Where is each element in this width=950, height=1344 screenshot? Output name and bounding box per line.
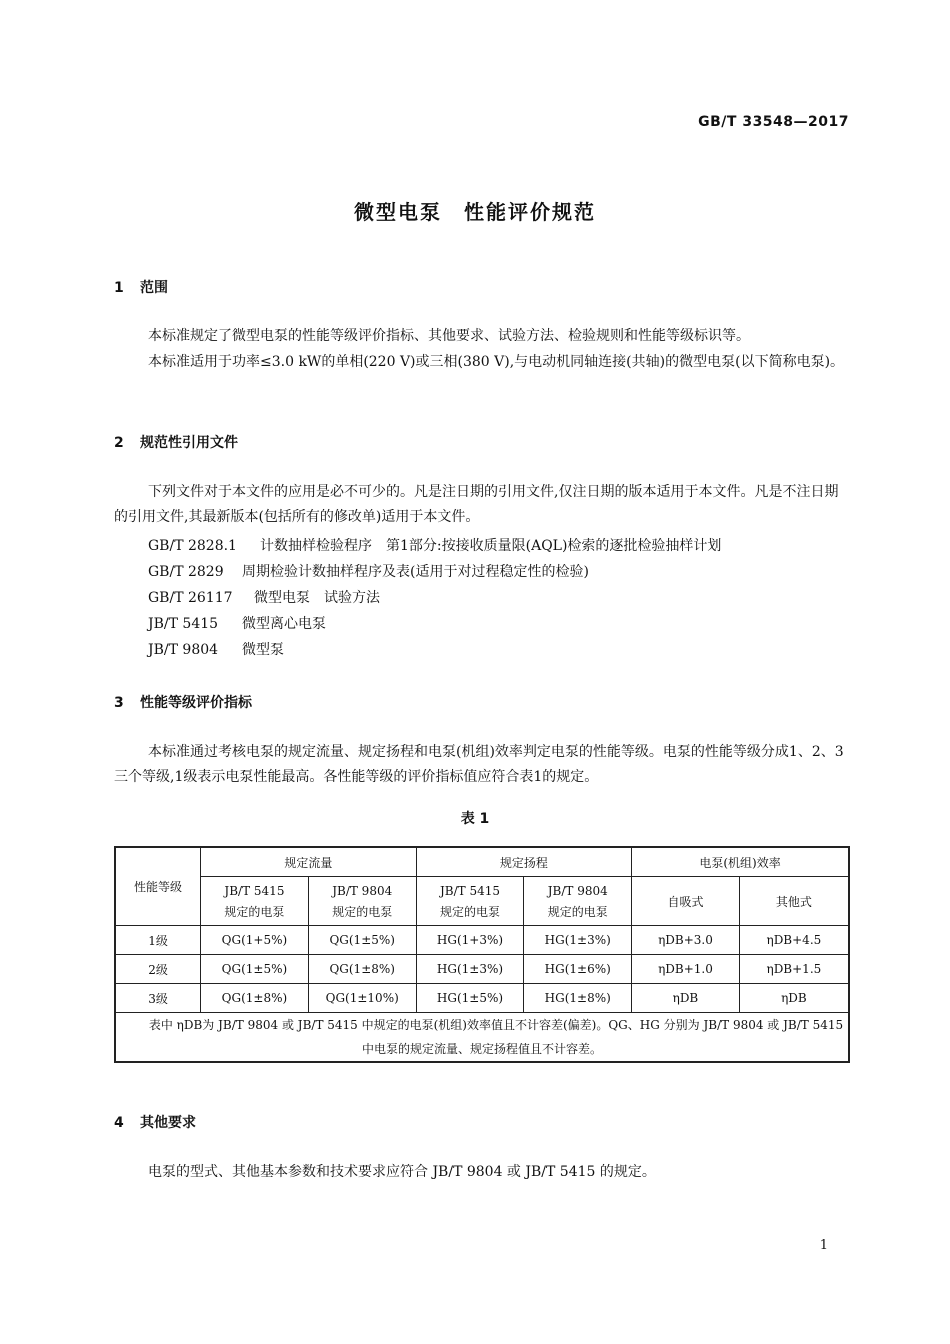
section-number: 2 (114, 435, 124, 451)
grade-cell: 2级 (115, 955, 201, 984)
reference-title: 微型离心电泵 (242, 616, 326, 632)
subheader-standard: JB/T 5415 (201, 877, 309, 902)
subheader-other-type: 其他式 (739, 877, 849, 926)
flow-group-header: 规定流量 (201, 847, 417, 877)
section-number: 4 (114, 1115, 124, 1131)
reference-title: 计数抽样检验程序 第1部分:按接收质量限(AQL)检索的逐批检验抽样计划 (260, 538, 722, 554)
efficiency-group-header: 电泵(机组)效率 (632, 847, 849, 877)
flow-cell: QG(1+5%) (201, 926, 309, 955)
flow-cell: QG(1±8%) (308, 955, 416, 984)
section-title: 规范性引用文件 (140, 435, 238, 451)
head-cell: HG(1+3%) (416, 926, 524, 955)
page-number: 1 (819, 1238, 828, 1253)
flow-cell: QG(1±10%) (308, 984, 416, 1013)
subheader-spec: 规定的电泵 (416, 901, 524, 926)
head-group-header: 规定扬程 (416, 847, 632, 877)
efficiency-cell: ηDB+1.5 (739, 955, 849, 984)
document-title: 微型电泵 性能评价规范 (354, 200, 596, 224)
subheader-standard: JB/T 9804 (308, 877, 416, 902)
reference-title: 周期检验计数抽样程序及表(适用于对过程稳定性的检验) (242, 564, 589, 580)
table-row (115, 926, 849, 955)
efficiency-cell: ηDB+3.0 (632, 926, 740, 955)
reference-item (148, 535, 721, 555)
efficiency-cell: ηDB (632, 984, 740, 1013)
reference-item (148, 639, 284, 659)
section-2-heading (114, 432, 238, 452)
reference-code: GB/T 26117 (148, 590, 233, 606)
flow-cell: QG(1±8%) (201, 984, 309, 1013)
subheader-spec: 规定的电泵 (201, 901, 309, 926)
subheader-spec: 规定的电泵 (524, 901, 632, 926)
section-4-heading (114, 1112, 196, 1132)
flow-cell: QG(1±5%) (201, 955, 309, 984)
table-caption: 表 1 (460, 811, 490, 827)
subheader-self-priming: 自吸式 (632, 877, 740, 926)
section-title: 其他要求 (140, 1115, 196, 1131)
section-4-paragraph: 电泵的型式、其他基本参数和技术要求应符合 JB/T 9804 或 JB/T 5415 的规定。 (148, 1164, 656, 1180)
head-cell: HG(1±6%) (524, 955, 632, 984)
section-1-paragraph-1: 本标准规定了微型电泵的性能等级评价指标、其他要求、试验方法、检验规则和性能等级标识等。 (148, 328, 750, 344)
standard-number: GB/T 33548—2017 (698, 114, 849, 130)
section-3-paragraph: 本标准通过考核电泵的规定流量、规定扬程和电泵(机组)效率判定电泵的性能等级。电泵的性能等级分成1、2、3三个等级,1级表示电泵性能最高。各性能等级的评价指标值应符合表1的规定。 (114, 744, 844, 785)
subheader-spec: 规定的电泵 (308, 901, 416, 926)
reference-code: JB/T 5415 (148, 616, 219, 632)
section-number: 3 (114, 695, 124, 711)
reference-item (148, 613, 326, 633)
subheader-standard: JB/T 5415 (416, 877, 524, 902)
efficiency-cell: ηDB (739, 984, 849, 1013)
flow-cell: QG(1±5%) (308, 926, 416, 955)
grade-header: 性能等级 (115, 847, 201, 926)
section-2-intro: 下列文件对于本文件的应用是必不可少的。凡是注日期的引用文件,仅注日期的版本适用于本文件。凡是不注日期的引用文件,其最新版本(包括所有的修改单)适用于本文件。 (114, 484, 839, 525)
table-row (115, 984, 849, 1013)
section-1-paragraph-2: 本标准适用于功率≤3.0 kW的单相(220 V)或三相(380 V),与电动机同轴连接(共轴)的微型电泵(以下简称电泵)。 (148, 354, 845, 370)
reference-code: JB/T 9804 (148, 642, 219, 658)
performance-grade-table (114, 846, 850, 1063)
section-1-heading (114, 277, 168, 297)
reference-code: GB/T 2828.1 (148, 538, 237, 554)
grade-cell: 1级 (115, 926, 201, 955)
head-cell: HG(1±8%) (524, 984, 632, 1013)
head-cell: HG(1±3%) (416, 955, 524, 984)
table-row (115, 955, 849, 984)
reference-item (148, 561, 589, 581)
reference-title: 微型电泵 试验方法 (254, 590, 380, 606)
section-title: 性能等级评价指标 (140, 695, 252, 711)
efficiency-cell: ηDB+1.0 (632, 955, 740, 984)
section-3-heading (114, 692, 252, 712)
reference-code: GB/T 2829 (148, 564, 224, 580)
head-cell: HG(1±3%) (524, 926, 632, 955)
head-cell: HG(1±5%) (416, 984, 524, 1013)
reference-item (148, 587, 380, 607)
table-note: 表中 ηDB为 JB/T 9804 或 JB/T 5415 中规定的电泵(机组)效率值且不计容差(偏差)。QG、HG 分别为 JB/T 9804 或 JB/T 5415 中电泵的规定流量、规定扬程值且不计容差。 (115, 1013, 849, 1063)
efficiency-cell: ηDB+4.5 (739, 926, 849, 955)
section-number: 1 (114, 280, 124, 296)
subheader-standard: JB/T 9804 (524, 877, 632, 902)
grade-cell: 3级 (115, 984, 201, 1013)
section-title: 范围 (140, 280, 168, 296)
reference-title: 微型泵 (242, 642, 284, 658)
